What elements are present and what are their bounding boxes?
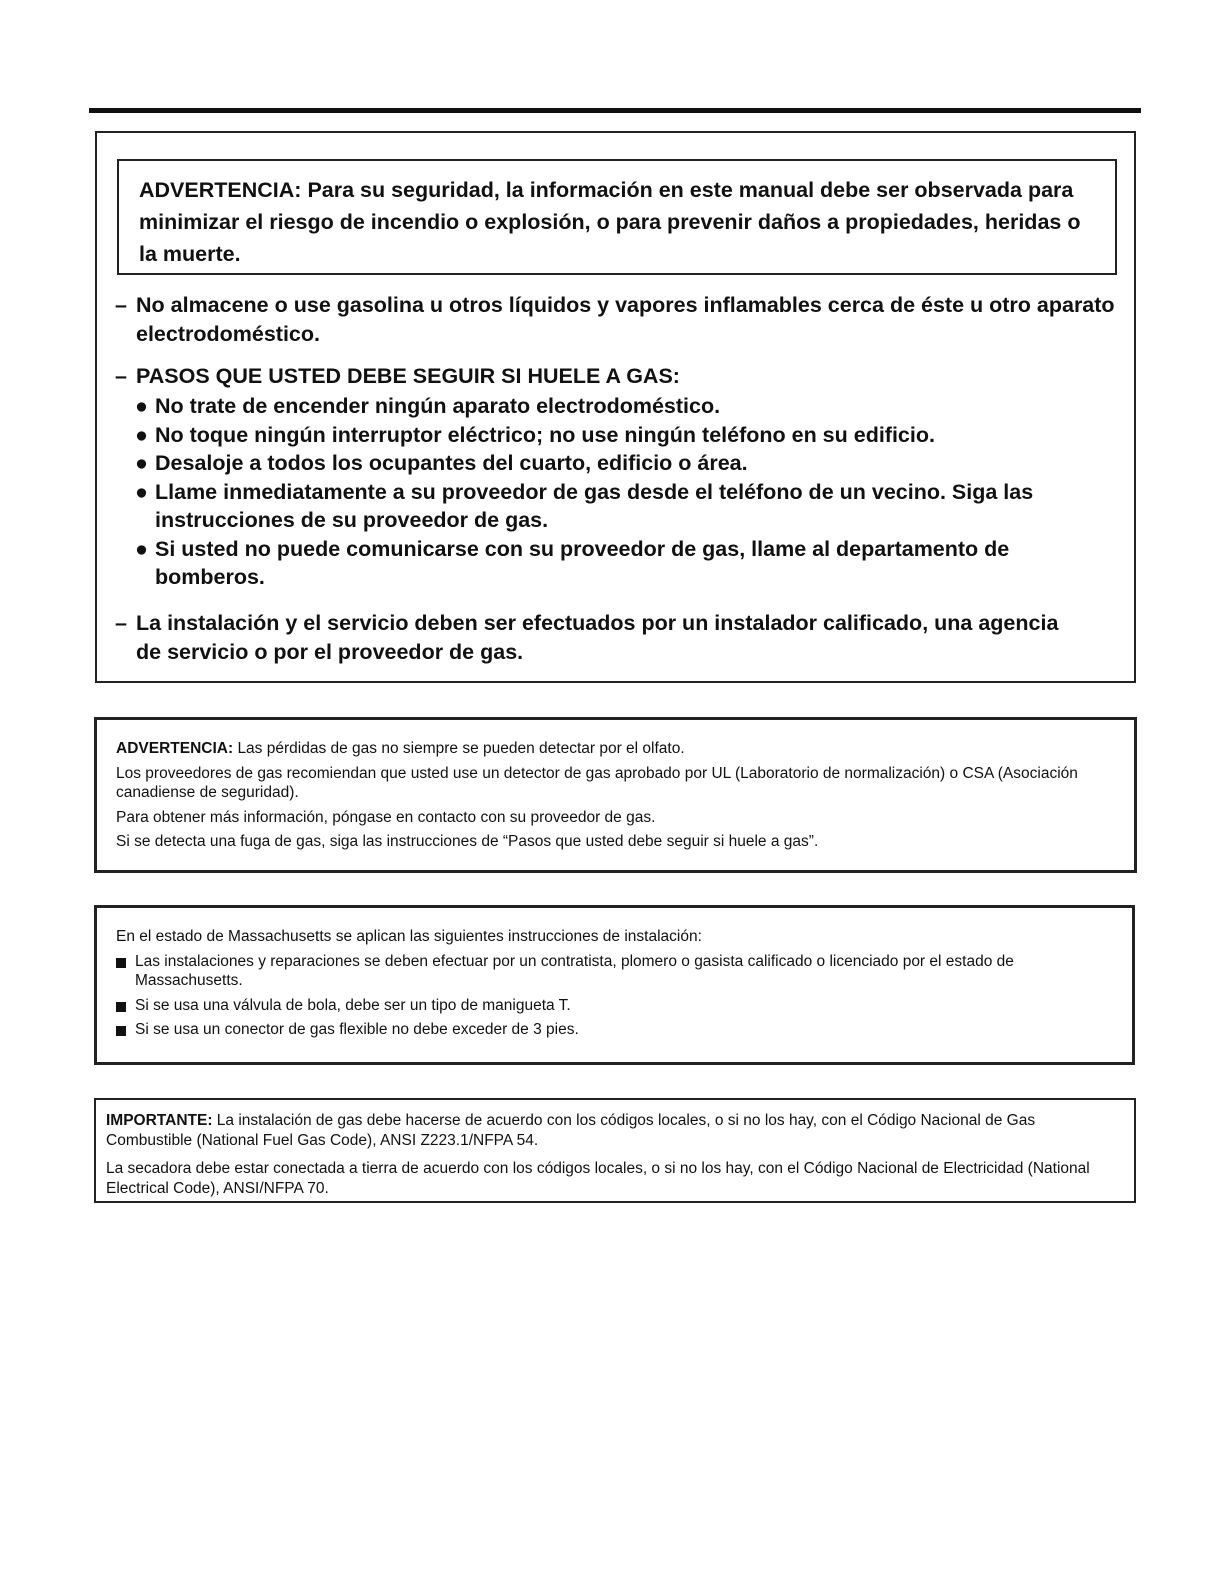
- paragraph: Los proveedores de gas recomiendan que usted use un detector de gas aprobado por UL (Laboratorio de normalización) o CSA (Asociación canadiense de seguridad).: [116, 764, 1078, 801]
- important-box: [94, 1098, 1136, 1203]
- bullet-marker: ●: [135, 422, 148, 447]
- item-text: Si usted no puede comunicarse con su proveedor de gas, llame al departamento de bomberos.: [155, 536, 1010, 589]
- intro-text: En el estado de Massachusetts se aplican las siguientes instrucciones de instalación:: [116, 928, 702, 945]
- warning-text: Para su seguridad, la información en este manual debe ser observada para minimizar el riesgo de incendio o explosión, o para prevenir daños a propiedades, heridas o la muerte.: [139, 178, 1081, 266]
- list-item: [135, 535, 1095, 592]
- bullet-marker: ●: [135, 394, 148, 418]
- important-label: IMPORTANTE:: [106, 1112, 213, 1129]
- gas-leak-warning-box: [94, 717, 1137, 873]
- massachusetts-box: [94, 905, 1135, 1065]
- gas-steps-heading: PASOS QUE USTED DEBE SEGUIR SI HUELE A GAS:: [136, 364, 680, 388]
- paragraph-text: Las pérdidas de gas no siempre se pueden detectar por el olfato.: [237, 740, 685, 757]
- safety-warning-box: [95, 131, 1136, 683]
- list-item: [115, 362, 1115, 391]
- item-text: No trate de encender ningún aparato electrodoméstico.: [155, 394, 721, 418]
- bullet-marker: ●: [135, 479, 148, 504]
- square-bullet-icon: [116, 1002, 126, 1012]
- item-text: Si se usa un conector de gas flexible no debe exceder de 3 pies.: [135, 1021, 579, 1038]
- paragraph: Si se detecta una fuga de gas, siga las instrucciones de “Pasos que usted debe seguir si huele a gas”.: [116, 833, 819, 850]
- paragraph: La secadora debe estar conectada a tierra de acuerdo con los códigos locales, o si no los hay, con el Código Nacional de Electricidad (National Electrical Code), ANSI/NFPA 70.: [106, 1160, 1090, 1197]
- list-item: [135, 392, 1095, 421]
- bullet-marker: ●: [135, 451, 148, 475]
- item-text: Llame inmediatamente a su proveedor de gas desde el teléfono de un vecino. Siga las instrucciones de su proveedor de gas.: [155, 479, 1034, 532]
- item-text: No toque ningún interruptor eléctrico; no use ningún teléfono en su edificio.: [155, 422, 935, 447]
- list-item: [115, 609, 1075, 666]
- list-item: [116, 952, 1116, 991]
- massachusetts-list: [116, 952, 1116, 1040]
- paragraph-text: La instalación de gas debe hacerse de acuerdo con los códigos locales, o si no los hay, con el Código Nacional de Gas Combustible (National Fuel Gas Code), ANSI Z223.1/NFPA 54.: [106, 1112, 1036, 1149]
- top-rule: [89, 108, 1141, 113]
- list-item: [116, 996, 1116, 1016]
- list-item: [135, 449, 1095, 478]
- item-text: Desaloje a todos los ocupantes del cuarto, edificio o área.: [155, 451, 748, 475]
- dash-marker: –: [115, 364, 127, 388]
- square-bullet-icon: [116, 1026, 126, 1036]
- list-item: [135, 421, 1095, 450]
- list-item: [135, 478, 1095, 535]
- item-text: La instalación y el servicio deben ser efectuados por un instalador calificado, una agencia de servicio o por el proveedor de gas.: [136, 611, 1059, 664]
- item-text: Si se usa una válvula de bola, debe ser un tipo de manigueta T.: [135, 996, 571, 1014]
- paragraph: Para obtener más información, póngase en contacto con su proveedor de gas.: [116, 808, 656, 826]
- item-text: Las instalaciones y reparaciones se deben efectuar por un contratista, plomero o gasista calificado o licenciado por el estado de Massachusetts.: [135, 952, 1014, 989]
- dash-marker: –: [115, 611, 127, 635]
- list-item: [116, 1020, 1116, 1040]
- warning-label: ADVERTENCIA:: [116, 740, 234, 757]
- bullet-marker: ●: [135, 536, 148, 561]
- list-item: [115, 291, 1115, 348]
- paragraph: [116, 739, 1106, 759]
- paragraph: [106, 1111, 1116, 1150]
- square-bullet-icon: [116, 958, 126, 968]
- safety-warning-header: [117, 159, 1117, 275]
- warning-label: ADVERTENCIA:: [139, 178, 302, 202]
- item-text: No almacene o use gasolina u otros líquidos y vapores inflamables cerca de éste u otro aparato electrodoméstico.: [136, 293, 1115, 346]
- gas-steps-list: [135, 392, 1095, 592]
- dash-marker: –: [115, 293, 127, 317]
